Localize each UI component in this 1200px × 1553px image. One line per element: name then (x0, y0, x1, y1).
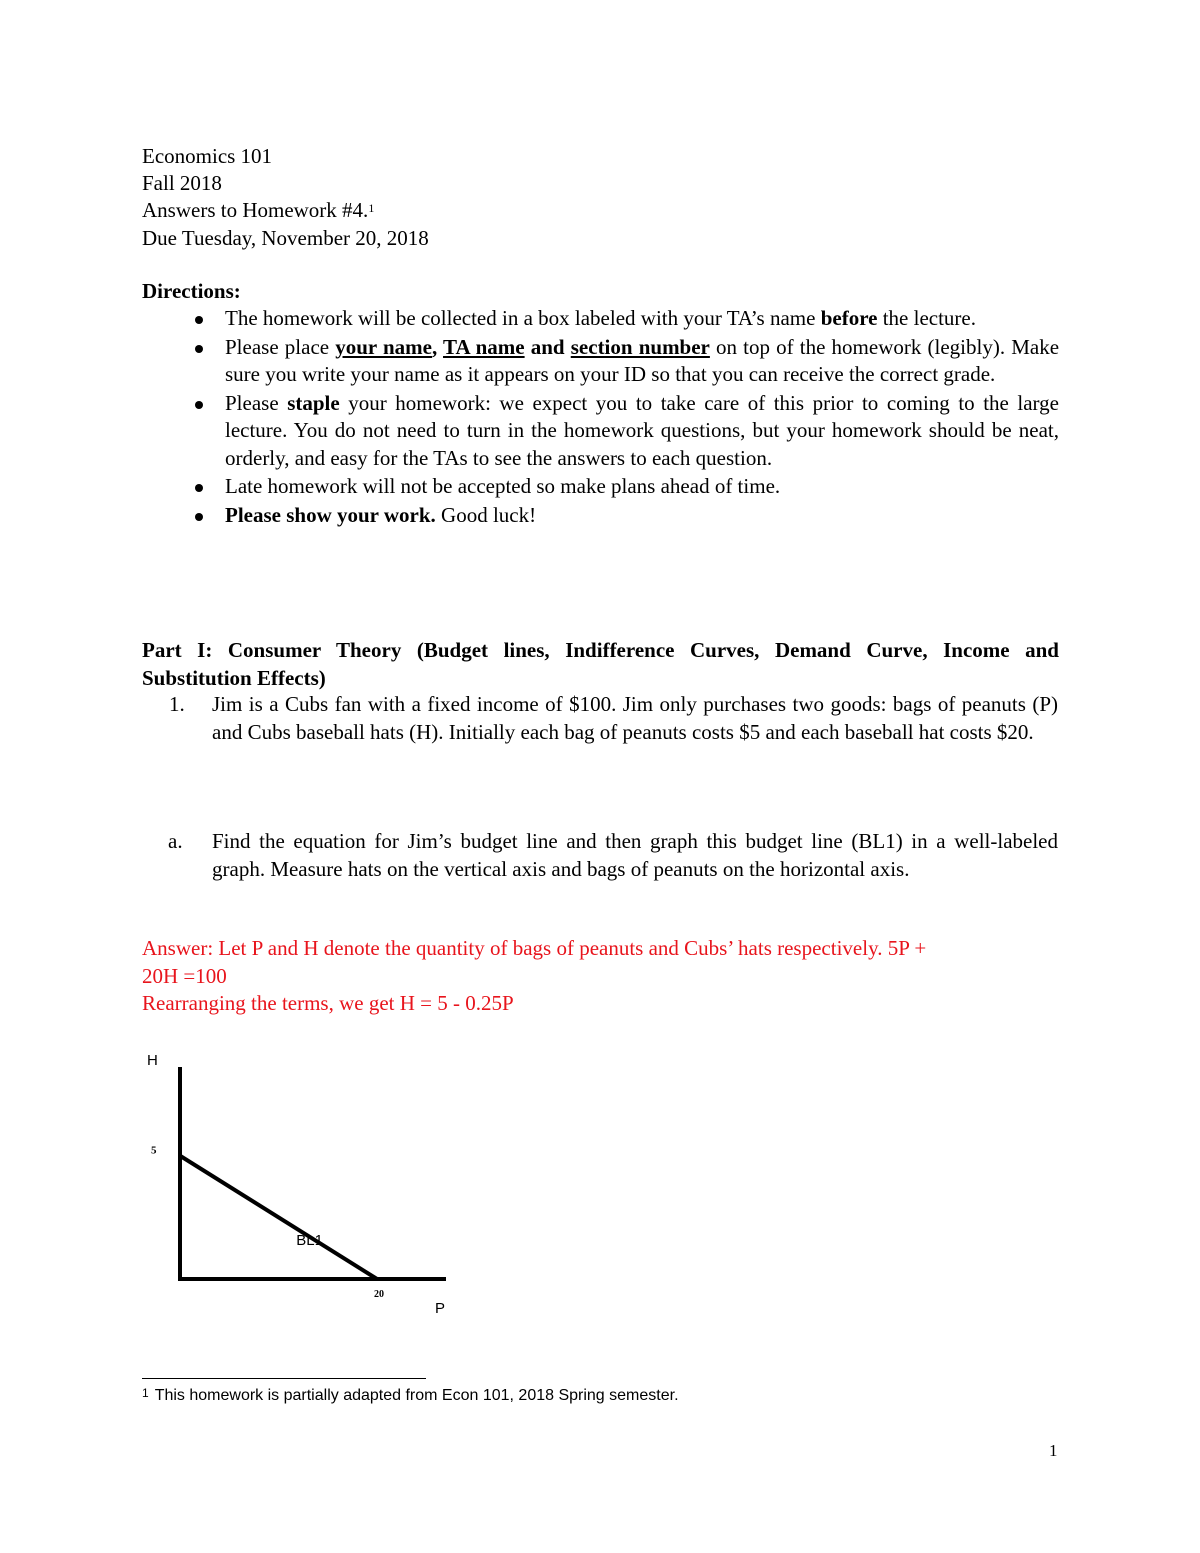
direction-item (193, 334, 1059, 389)
direction-text: the lecture. (877, 306, 976, 330)
direction-text: The homework will be collected in a box labeled with your TA’s name (225, 306, 821, 330)
footnote-text: This homework is partially adapted from Econ 101, 2018 Spring semester. (154, 1387, 679, 1404)
x-tick-label: 20 (374, 1289, 385, 1300)
answer-line: Rearranging the terms, we get H = 5 - 0.25P (142, 991, 514, 1015)
direction-item (193, 502, 1059, 530)
footnote-reference: 1 (368, 201, 375, 215)
series-label-bl1: BL1 (296, 1231, 323, 1249)
direction-item (193, 305, 1059, 333)
direction-bold-text: Please show your work. (225, 502, 436, 527)
answer-block (142, 935, 1042, 1018)
page-number: 1 (1049, 1441, 1058, 1460)
question-text: Jim is a Cubs fan with a fixed income of $100. Jim only purchases two goods: bags of peanuts (P) and Cubs baseball hats (H). Initially each bag of peanuts costs $5 and each baseball hat costs $20. (212, 692, 1058, 744)
answer-line: 20H =100 (142, 963, 227, 988)
footnote (142, 1387, 679, 1405)
x-axis-label: P (435, 1300, 446, 1317)
direction-bold-text: , (432, 334, 444, 359)
direction-underlined-text: your name (335, 334, 432, 359)
direction-text: Please place (225, 334, 336, 359)
directions-list (193, 305, 1059, 529)
budget-line-bl1 (180, 1156, 377, 1279)
due-date: Due Tuesday, November 20, 2018 (142, 226, 429, 250)
question-1 (169, 691, 1058, 746)
direction-bold-text: and (524, 334, 571, 359)
direction-bold-text: staple (287, 390, 340, 415)
document-title-text: Answers to Homework #4. (142, 198, 369, 222)
question-number: 1. (169, 692, 185, 716)
term: Fall 2018 (142, 171, 222, 195)
direction-text: your homework: we expect you to take care of this prior to coming to the large lecture. You do not need to turn in the homework questions, but your homework should be neat, orderly, and easy for the TAs to see the answers to each question. (225, 390, 1059, 470)
y-tick-label: 5 (151, 1144, 157, 1157)
course-title: Economics 101 (142, 144, 273, 168)
direction-text: Please (225, 390, 288, 415)
question-1a (168, 828, 1058, 883)
direction-text: Good luck! (435, 502, 537, 527)
direction-underlined-text: section number (570, 334, 710, 359)
y-axis-label: H (147, 1052, 158, 1069)
part-heading: Part I: Consumer Theory (Budget lines, Indifference Curves, Demand Curve, Income and Substitution Effects) (142, 638, 1059, 690)
direction-text: on top of the homework (legibly). Make sure you write your name as it appears on your ID so that you can receive the correct grade. (225, 334, 1060, 386)
direction-text: Late homework will not be accepted so make plans ahead of time. (225, 474, 781, 498)
footnote-divider (142, 1378, 426, 1379)
direction-underlined-text: TA name (443, 334, 525, 359)
direction-bold-text: before (820, 306, 878, 330)
direction-item (193, 473, 1059, 501)
footnote-mark: 1 (142, 1386, 149, 1400)
question-letter: a. (168, 829, 183, 853)
document-title (142, 197, 374, 224)
directions-heading: Directions: (142, 279, 241, 303)
direction-item (193, 390, 1059, 473)
answer-line: Answer: Let P and H denote the quantity of bags of peanuts and Cubs’ hats respectively. 5P + (142, 936, 927, 960)
budget-line-chart (130, 1045, 470, 1325)
question-text: Find the equation for Jim’s budget line and then graph this budget line (BL1) in a well-labeled graph. Measure hats on the vertical axis and bags of peanuts on the horizontal axis. (212, 829, 1058, 881)
